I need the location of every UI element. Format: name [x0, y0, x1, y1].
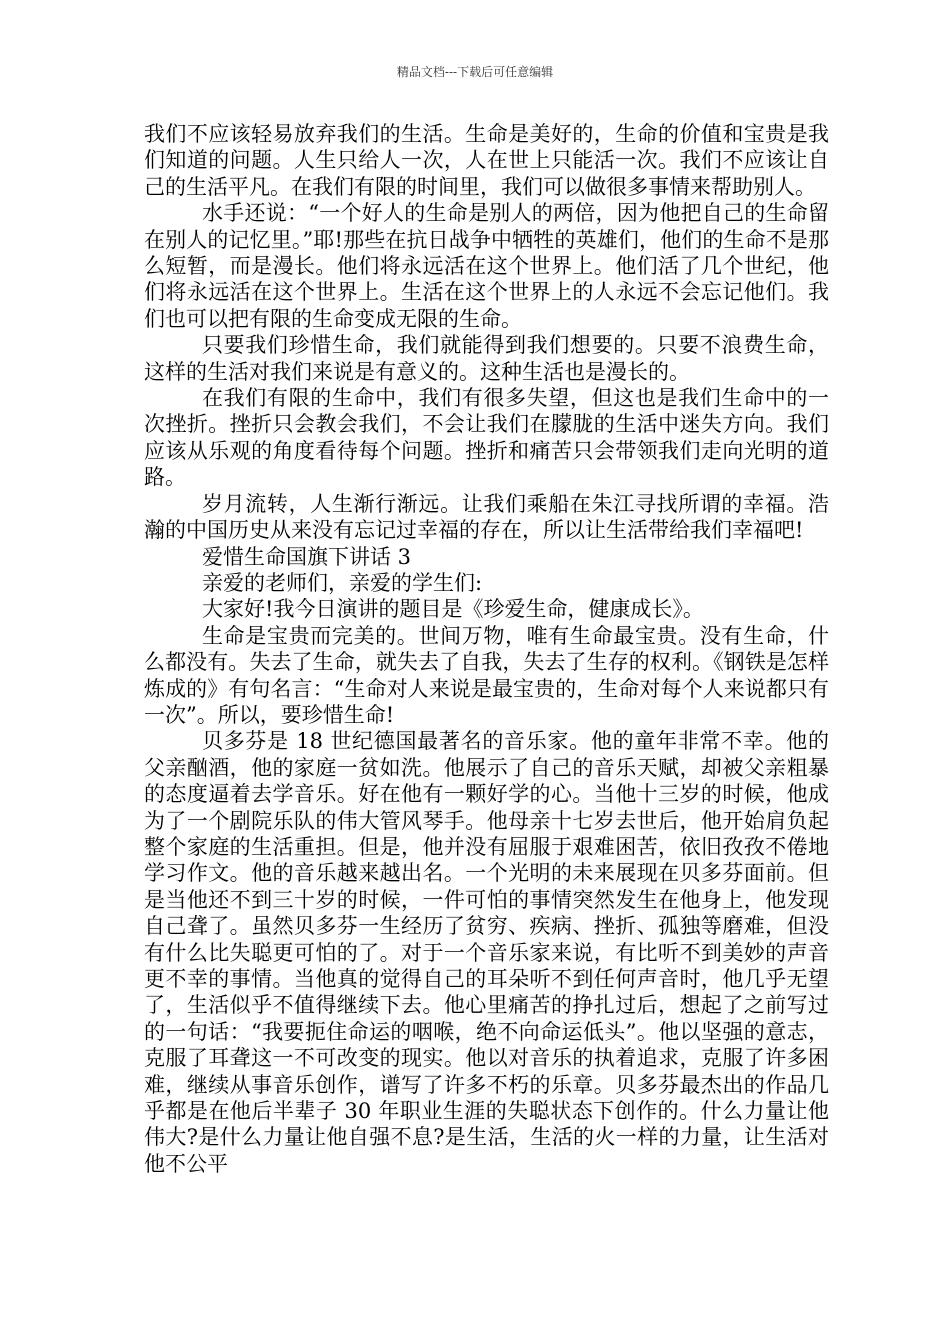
paragraph: 生命是宝贵而完美的。世间万物，唯有生命最宝贵。没有生命，什么都没有。失去了生命，就失去了自我，失去了生存的权利。《钢铁是怎样炼成的》有句名言：“生命对人来说是最宝贵的，生命对每个人来说都只有一次”。所以，要珍惜生命! [144, 623, 829, 727]
paragraph: 只要我们珍惜生命，我们就能得到我们想要的。只要不浪费生命，这样的生活对我们来说是有意义的。这种生活也是漫长的。 [144, 333, 829, 384]
paragraph: 水手还说：“一个好人的生命是别人的两倍，因为他把自己的生命留在别人的记忆里。”耶!那些在抗日战争中牺牲的英雄们，他们的生命不是那么短暂，而是漫长。他们将永远活在这个世界上。他们活了几个世纪，他们将永远活在这个世界上。生活在这个世界上的人永远不会忘记他们。我们也可以把有限的生命变成无限的生命。 [144, 201, 829, 331]
paragraph: 我们不应该轻易放弃我们的生活。生命是美好的，生命的价值和宝贵是我们知道的问题。人生只给人一次，人在世上只能活一次。我们不应该让自己的生活平凡。在我们有限的时间里，我们可以做很多事情来帮助别人。 [144, 122, 829, 199]
greeting: 大家好!我今日演讲的题目是《珍爱生命，健康成长》。 [202, 597, 704, 622]
document-body [144, 121, 829, 1177]
salutation: 亲爱的老师们，亲爱的学生们: [202, 570, 483, 595]
paragraph: 岁月流转，人生渐行渐远。让我们乘船在朱江寻找所谓的幸福。浩瀚的中国历史从来没有忘记过幸福的存在，所以让生活带给我们幸福吧! [144, 491, 829, 543]
page-header: 精品文档---下载后可任意编辑 [396, 65, 554, 79]
paragraph: 在我们有限的生命中，我们有很多失望，但这也是我们生命中的一次挫折。挫折只会教会我们，不会让我们在朦胧的生活中迷失方向。我们应该从乐观的角度看待每个问题。挫折和痛苦只会带领我们走向光明的道路。 [144, 386, 829, 490]
section-heading: 爱惜生命国旗下讲话 3 [202, 544, 412, 569]
paragraph: 贝多芬是 18 世纪德国最著名的音乐家。他的童年非常不幸。他的父亲酗酒，他的家庭一贫如洗。他展示了自己的音乐天赋，却被父亲粗暴的态度逼着去学音乐。好在他有一颗好学的心。当他十三岁的时候，他成为了一个剧院乐队的伟大管风琴手。他母亲十七岁去世后，他开始肩负起整个家庭的生活重担。但是，他并没有屈服于艰难困苦，依旧孜孜不倦地学习作文。他的音乐越来越出名。一个光明的未来展现在贝多芬面前。但是当他还不到三十岁的时候，一件可怕的事情突然发生在他身上，他发现自己聋了。虽然贝多芬一生经历了贫穷、疾病、挫折、孤独等磨难，但没有什么比失聪更可怕的了。对于一个音乐家来说，有比听不到美妙的声音更不幸的事情。当他真的觉得自己的耳朵听不到任何声音时，他几乎无望了，生活似乎不值得继续下去。他心里痛苦的挣扎过后，想起了之前写过的一句话：“我要扼住命运的咽喉，绝不向命运低头”。他以坚强的意志，克服了耳聋这一不可改变的现实。他以对音乐的执着追求，克服了许多困难，继续从事音乐创作，谱写了许多不朽的乐章。贝多芬最杰出的作品几乎都是在他后半辈子 30 年职业生涯的失聪状态下创作的。什么力量让他伟大?是什么力量让他自强不息?是生活，生活的火一样的力量，让生活对他不公平 [144, 729, 829, 1176]
